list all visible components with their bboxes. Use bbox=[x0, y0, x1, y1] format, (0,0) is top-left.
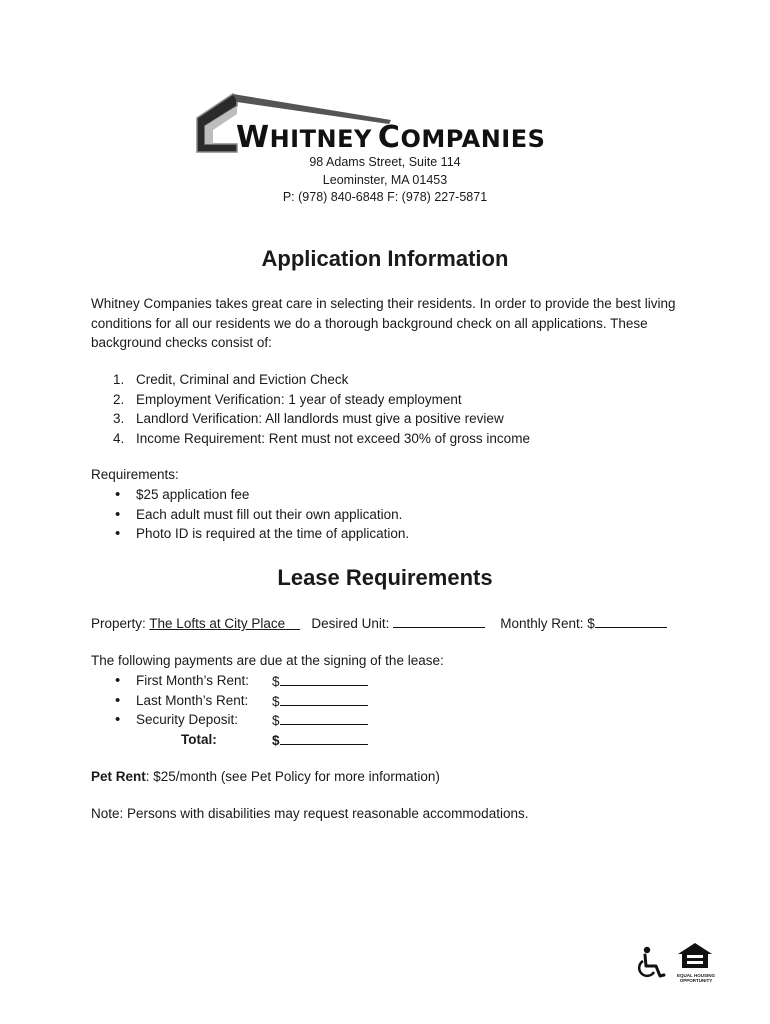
application-intro: Whitney Companies takes great care in selecting their residents. In order to provide the best living conditions for all our residents we do a thorough background check on all applications. These background checks consist of: bbox=[91, 296, 676, 350]
pet-rent-line bbox=[91, 767, 440, 787]
list-item: • Photo ID is required at the time of application. bbox=[91, 524, 691, 544]
property-label: Property: bbox=[91, 616, 146, 631]
list-item: • $25 application fee bbox=[91, 485, 691, 505]
footer-icons bbox=[636, 942, 716, 982]
wheelchair-accessible-icon bbox=[636, 946, 668, 982]
monthly-rent-field[interactable] bbox=[595, 613, 667, 628]
last-month-field[interactable] bbox=[280, 691, 368, 706]
first-month-field[interactable] bbox=[280, 671, 368, 686]
payments-intro: The following payments are due at the signing of the lease: bbox=[91, 653, 444, 668]
desired-unit-label: Desired Unit: bbox=[311, 616, 390, 631]
application-title: Application Information bbox=[261, 246, 509, 271]
total-row: Total: $ bbox=[91, 730, 491, 750]
payment-row: • Security Deposit: $ bbox=[91, 710, 491, 730]
phone-fax: P: (978) 840-6848 F: (978) 227-5871 bbox=[282, 190, 488, 204]
desired-unit-field[interactable] bbox=[393, 613, 485, 628]
list-item: 1. Credit, Criminal and Eviction Check bbox=[113, 372, 349, 387]
requirements-list bbox=[91, 485, 691, 544]
company-address bbox=[0, 154, 770, 207]
property-line bbox=[91, 613, 711, 634]
payment-label: • Last Month’s Rent: bbox=[136, 692, 249, 708]
payments-list bbox=[91, 671, 491, 749]
equal-housing-opportunity-icon bbox=[676, 942, 714, 974]
property-value[interactable]: The Lofts at City Place bbox=[149, 616, 286, 631]
pet-rent-text: : $25/month (see Pet Policy for more information) bbox=[145, 769, 440, 784]
list-item: 4. Income Requirement: Rent must not exceed 30% of gross income bbox=[113, 430, 530, 446]
payment-row: • Last Month’s Rent: $ bbox=[91, 691, 491, 711]
list-item: 3. Landlord Verification: All landlords must give a positive review bbox=[113, 411, 504, 426]
address-line-2: Leominster, MA 01453 bbox=[322, 172, 448, 187]
list-item: 2. Employment Verification: 1 year of steady employment bbox=[113, 391, 462, 407]
monthly-rent-label: Monthly Rent: $ bbox=[500, 616, 595, 631]
payment-row: • First Month’s Rent: $ bbox=[91, 671, 491, 691]
list-item: • Each adult must fill out their own application. bbox=[91, 505, 691, 525]
security-deposit-field[interactable] bbox=[280, 710, 368, 725]
lease-title: Lease Requirements bbox=[277, 565, 493, 590]
requirements-label: Requirements: bbox=[91, 467, 179, 482]
equal-housing-caption: EQUAL HOUSING OPPORTUNITY bbox=[677, 973, 715, 983]
total-field[interactable] bbox=[280, 730, 368, 745]
company-name: WHITNEY COMPANIES bbox=[236, 120, 546, 155]
total-label: Total: bbox=[181, 731, 217, 747]
pet-rent-label: Pet Rent bbox=[91, 769, 146, 784]
payment-label: • Security Deposit: bbox=[136, 712, 239, 727]
background-check-list bbox=[91, 370, 691, 448]
address-line-1: 98 Adams Street, Suite 114 bbox=[309, 155, 461, 169]
accommodation-note: Note: Persons with disabilities may request reasonable accommodations. bbox=[91, 806, 529, 821]
payment-label: • First Month’s Rent: bbox=[136, 673, 250, 688]
